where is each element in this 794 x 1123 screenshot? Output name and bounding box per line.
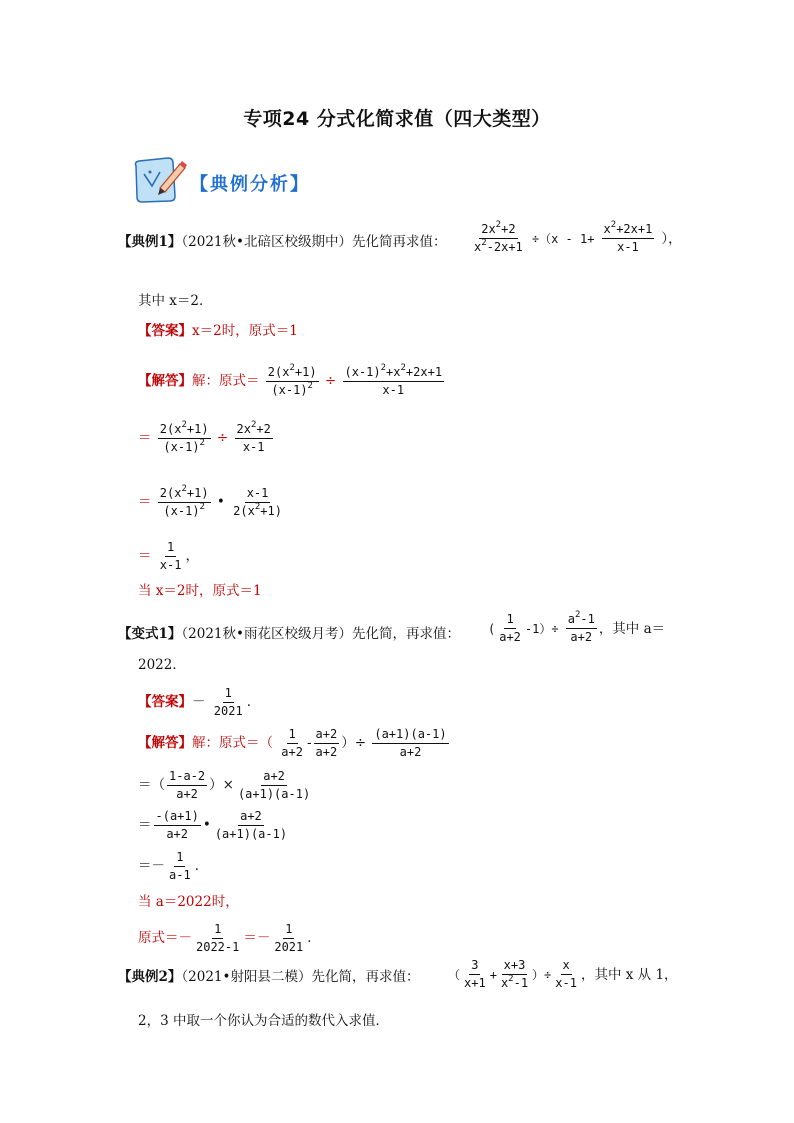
variant1-expression: ( $\frac{1}{a+2}$ -1）÷ $\frac{a^2-1}{a+2}$ ，其中 a＝ [488, 610, 666, 644]
example1-solution-step2: ＝ $\frac{2(x^2+1)}{(x-1)^2}$ ÷ $\frac{2x^2+2}{x-1}$ [138, 420, 271, 454]
variant1-when: 当 a＝2022时， [138, 894, 239, 910]
example1-expression: $\frac{2x^2+2}{x^2-2x+1}$ ÷（x - 1+ $\frac{x^2+2x+1}{x-1}$ ）， [474, 220, 682, 254]
variant1-final: 原式＝－ $\frac{1}{2022-1}$ ＝－ $\frac{1}{2021}$ ． [138, 922, 321, 954]
variant1-solution-step1: 【解答】解：原式＝（ $\frac{1}{a+2}$ - $\frac{a+2}{a+2}$ ）÷ $\frac{(a+1)(a-1)}{a+2}$ [138, 727, 447, 759]
variant1-solution-step3: ＝ $\frac{-(a+1)}{a+2}$ • $\frac{a+2}{(a+1)(a-1)}$ [138, 809, 288, 841]
example2-question: 【典例2】（2021•射阳县二模）先化简，再求值： [118, 969, 420, 985]
example1-solution-step3: ＝ $\frac{2(x^2+1)}{(x-1)^2}$ • $\frac{x-1}{2(x^2+1)}$ [138, 484, 282, 518]
example1-condition: 其中 x＝2． [138, 293, 213, 309]
section-banner [130, 152, 320, 212]
example1-question [118, 233, 446, 251]
pencil-note-icon [130, 152, 190, 208]
example1-solution-step4: ＝ $\frac{1}{x-1}$ ， [138, 540, 199, 572]
example1-solution-step1: 【解答】解：原式＝ $\frac{2(x^2+1)}{(x-1)^2}$ ÷ $\frac{(x-1)^2+x^2+2x+1}{x-1}$ [138, 363, 443, 397]
example2-expression: （ $\frac{3}{x+1}$ + $\frac{x+3}{x^2-1}$ ）÷ $\frac{x}{x-1}$ ，其中 x 从 1， [448, 958, 678, 990]
example1-source: （2021秋•北碚区校级期中）先化简再求值： [181, 234, 447, 250]
example1-conclusion: 当 x＝2时，原式＝1 [138, 583, 262, 599]
example1-answer: 【答案】x＝2时，原式＝1 [138, 323, 298, 339]
variant1-condition: 2022． [138, 657, 186, 673]
page-title: 专项24 分式化简求值（四大类型） [243, 108, 551, 130]
variant1-solution-step4: ＝－ $\frac{1}{a-1}$ ． [138, 850, 209, 882]
variant1-answer: 【答案】－ $\frac{1}{2021}$ ． [138, 686, 261, 718]
example2-condition: 2，3 中取一个你认为合适的数代入求值． [138, 1013, 389, 1029]
banner-label: 【典例分析】 [190, 174, 310, 195]
variant1-solution-step2: ＝（ $\frac{1-a-2}{a+2}$ ）× $\frac{a+2}{(a+1)(a-1)}$ [138, 769, 311, 801]
variant1-question: 【变式1】（2021秋•雨花区校级月考）先化简，再求值： [118, 626, 460, 642]
example1-tag: 【典例1】 [118, 234, 182, 250]
